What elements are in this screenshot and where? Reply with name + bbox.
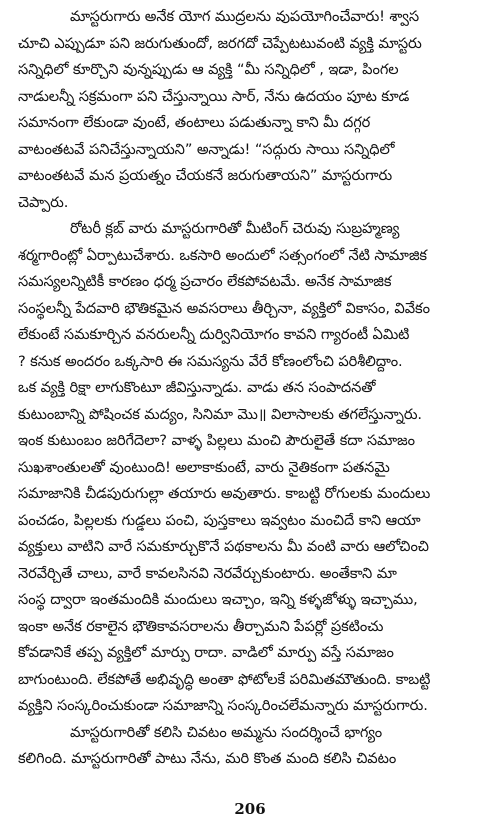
page-number: 206	[234, 800, 266, 818]
text-line: ఒక వ్యక్తి రిక్షా లాగుకొంటూ జీవిస్తున్నాడు. వాడు తన సంపాదనతో	[18, 379, 376, 396]
text-line: ఇంక కుటుంబం జరిగేదెలా? వాళ్ళ పిల్లలు మంచి పౌరులైతే కదా సమాజం	[18, 432, 415, 449]
text-line: వ్యక్తిని సంస్కరించుకుండా సమాజాన్ని సంస్కరించలేమన్నారు మాస్టరుగారు.	[18, 697, 428, 714]
text-line: సమానంగా లేకుండా వుంటే, తంటాలు పడుతున్నా కాని మీ దగ్గర	[18, 114, 371, 131]
text-line: శర్మగారింట్లో ఏర్పాటుచేశారు. ఒకసారి అందులో సత్సంగంలో నేటి సామాజిక	[18, 246, 427, 264]
text-line: వాటంతటవే మన ప్రయత్నం చేయకనే జరుగుతాయని” మాస్టరుగారు	[18, 167, 393, 184]
text-line: వ్యక్తులు వాటిని వారే సమకూర్చుకొనే పథకాలను మీ వంటి వారు ఆలోచించి	[18, 538, 429, 555]
text-line: కలిగింది. మాస్టరుగారితో పాటు నేను, మరి కొంత మంది కలిసి చివటం	[18, 750, 397, 767]
text-line: లేకుంటే సమకూర్చిన వనరులన్నీ దుర్వినియోగం కావని గ్యారంటీ ఏమిటి	[18, 326, 410, 343]
text-line: చూచి ఎప్పుడూ పని జరుగుతుందో, జరగదో చెప్పేటటువంటి వ్యక్తి మాస్టరు	[18, 34, 422, 52]
text-line: బాగుంటుంది. లేకపోతే అభివృద్ధి అంతా ఫోటోలకే పరిమితమౌతుంది. కాబట్టి	[18, 670, 431, 688]
text-line: మాస్టరుగారితో కలిసి చివటం అమ్మను సందర్శించే భాగ్యం	[70, 723, 383, 741]
text-line: సంస్థలన్నీ పేదవారి భౌతికమైన అవసరాలు తీర్చినా, వ్యక్తిలో వికాసం, వివేకం	[18, 299, 430, 317]
text-line: మాస్టరుగారు అనేక యోగ ముద్రలను వుపయోగించేవారు! శ్వాస	[70, 8, 420, 25]
text-line: రోటరీ క్లబ్ వారు మాస్టరుగారితో మీటింగ్ చెరువు సుబ్రహ్మణ్య	[70, 220, 400, 237]
paragraph	[18, 4, 486, 216]
paragraph	[18, 216, 486, 720]
text-line: చెప్పారు.	[18, 193, 69, 211]
text-line: ? కనుక అందరం ఒక్కసారి ఈ సమస్యను వేరే కోణంలోంచి పరిశీలిద్దాం.	[18, 352, 403, 370]
text-line: నెరవేర్చితే చాలు, వారే కావలసినవి నెరవేర్చుకుంటారు. అంతేకాని మా	[18, 564, 397, 582]
text-line: ఇంకా అనేక రకాలైన భౌతికావసరాలను తీర్చామని పేపర్లో ప్రకటించు	[18, 617, 384, 635]
text-line: వాటంతటవే పనిచేస్తున్నాయని” అన్నాడు! “సద్గురు సాయి సన్నిధిలో	[18, 140, 395, 158]
text-line: నాడులన్నీ సక్రమంగా పని చేస్తున్నాయి సార్, నేను ఉదయం పూట కూడ	[18, 87, 410, 105]
text-line: సన్నిధిలో కూర్చొని వున్నప్పుడు ఆ వ్యక్తి “మీ సన్నిధిలో , ఇడా, పింగల	[18, 61, 399, 78]
text-line: సమాజానికి చీడపురుగుల్లా తయారు అవుతారు. కాబట్టి రోగులకు మందులు	[18, 485, 431, 502]
paragraph	[18, 720, 486, 773]
text-line: పంచడం, పిల్లలకు గుడ్డలు పంచి, పుస్తకాలు ఇవ్వటం మంచిదే కాని ఆయా	[18, 511, 421, 529]
text-line: సుఖశాంతులతో వుంటుంది! అలాకాకుంటే, వారు నైతికంగా పతనమై	[18, 458, 390, 476]
text-line: సంస్థ ద్వారా ఇంతమందికి మందులు ఇచ్చాం, ఇన్ని కళ్ళజోళ్ళు ఇచ్చాము,	[18, 591, 418, 608]
text-line: సమస్యలన్నిటికీ కారణం ధర్మ ప్రచారం లేకపోవటమే. అనేక సామాజిక	[18, 273, 392, 290]
text-line: కోవడానికే తప్ప వ్యక్తిలో మార్పు రాదా. వాడిలో మార్పు వస్తే సమాజం	[18, 644, 394, 661]
text-line: కుటుంబాన్ని పోషించక మద్యం, సినిమా మొ॥ విలాసాలకు తగలేస్తున్నారు.	[18, 405, 422, 423]
